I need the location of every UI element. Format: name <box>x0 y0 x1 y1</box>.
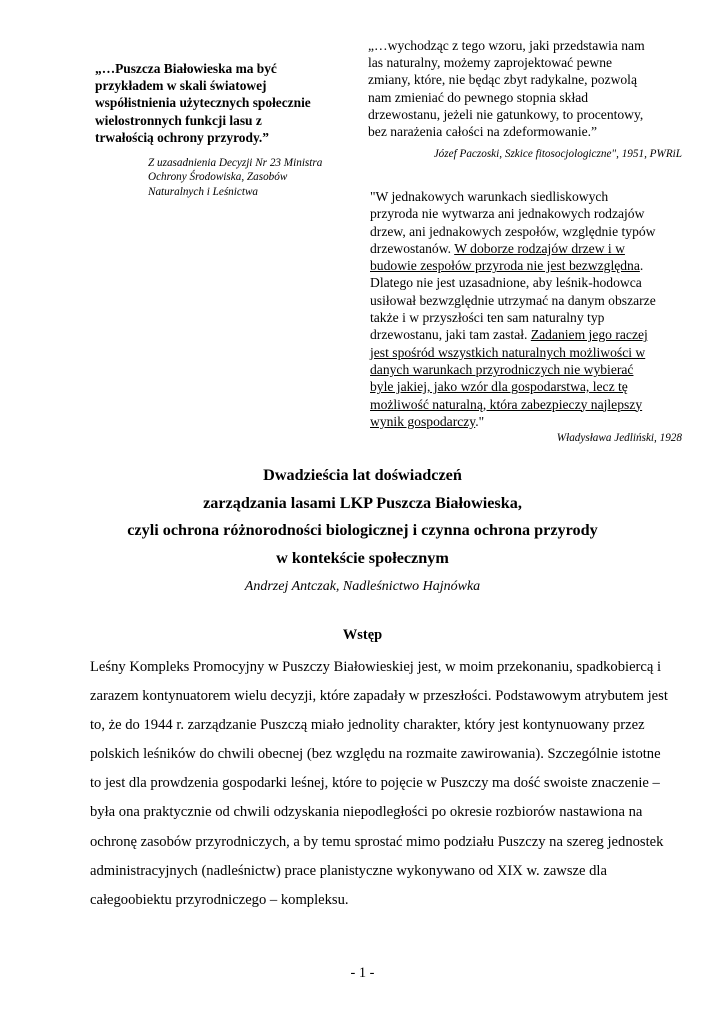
motto-left-line: wielostronnych funkcji lasu z <box>95 112 262 128</box>
body-line: to, że do 1944 r. zarządzanie Puszczą miało jednolity charakter, który jest kontynuowany przez <box>90 717 645 734</box>
quote-segment: drzewostanu, jaki tam zastał. <box>370 327 531 343</box>
author-line: Andrzej Antczak, Nadleśnictwo Hajnówka <box>244 579 481 594</box>
underlined-segment: W doborze rodzajów drzew i w <box>454 240 625 256</box>
motto-right-line: bez narażenia całości na zdeformowanie.” <box>368 124 598 140</box>
body-line: polskich leśników do chwili obecnej (bez względu na rozmaite zawirowania). Szczególnie istotne <box>90 746 661 763</box>
motto-left-line: współistnienia użytecznych społecznie <box>95 95 311 111</box>
title-line: Dwadzieścia lat doświadczeń <box>263 466 462 484</box>
motto-left-source-line: Z uzasadnienia Decyzji Nr 23 Ministra <box>148 157 323 169</box>
motto-left-line: trwałością ochrony przyrody.” <box>95 129 269 145</box>
quote-line: Dlatego nie jest uzasadnione, aby leśnik-hodowca <box>370 275 642 291</box>
motto-left-line: „…Puszcza Białowieska ma być <box>95 61 277 76</box>
motto-right-paczoski-source: Józef Paczoski, Szkice fitosocjologiczne", 1951, PWRiL <box>433 148 682 160</box>
underlined-segment: danych warunkach przyrodniczych nie wybierać <box>370 361 634 377</box>
quote-line <box>370 326 682 343</box>
quote-segment: ." <box>475 413 485 429</box>
quote-line <box>370 396 682 413</box>
motto-right-line: nam zmieniać do pewnego stopnia skład <box>368 89 589 105</box>
page-title <box>60 462 665 573</box>
underlined-segment: wynik gospodarczy <box>370 413 476 429</box>
motto-right-line: las naturalny, możemy zaprojektować pewne <box>368 55 613 71</box>
title-line: w kontekście społecznym <box>276 549 449 568</box>
title-line: zarządzania lasami LKP Puszcza Białowieska, <box>203 493 522 512</box>
quote-line <box>370 378 682 395</box>
body-line: Leśny Kompleks Promocyjny w Puszczy Białowieskiej jest, w moim przekonaniu, spadkobiercą i <box>90 659 662 675</box>
body-line: ochronę zasobów przyrodniczych, a by temu sprostać mimo podziału Puszczy na szereg jednostek <box>90 833 664 850</box>
underlined-segment: budowie zespołów przyroda nie jest bezwzględna <box>370 258 640 274</box>
quote-line <box>370 257 682 274</box>
body-line: całegoobiektu przyrodniczego – kompleksu. <box>90 891 349 908</box>
motto-right-jedlinski-quote <box>370 188 682 430</box>
motto-right-line: zmiany, które, nie będąc zbyt radykalne, pozwolą <box>368 72 637 88</box>
motto-right-jedlinski-source: Władysława Jedliński, 1928 <box>556 432 682 444</box>
quote-line: także i w przyszłości ten sam naturalny typ <box>370 310 605 326</box>
underlined-segment: byle jakiej, jako wzór dla gospodarstwa, lecz tę <box>370 379 628 395</box>
quote-line: "W jednakowych warunkach siedliskowych <box>370 189 609 204</box>
motto-right-paczoski-quote <box>368 37 688 140</box>
motto-left-source <box>148 156 348 199</box>
body-line: administracyjnych (nadleśnictw) prace planistyczne wykonywano od XIX w. zawsze dla <box>90 862 607 879</box>
quote-line: przyroda nie wytwarza ani jednakowych rodzajów <box>370 206 645 222</box>
quote-line: drzew, ani jednakowych zespołów, względnie typów <box>370 223 656 239</box>
quote-line <box>370 240 682 257</box>
body-line: zarazem kontynuatorem wielu decyzji, które zapadały w przeszłości. Podstawowym atrybutem jest <box>90 688 668 705</box>
body-line: to jest dla prowdzenia gospodarki leśnej, które to pojęcie w Puszczy ma dość swoiste znaczenie – <box>90 775 660 792</box>
motto-left-source-line: Ochrony Środowiska, Zasobów <box>148 171 288 184</box>
quote-segment: drzewostanów. <box>370 240 455 256</box>
page-number: - 1 - <box>350 965 375 981</box>
underlined-segment: Zadaniem jego raczej <box>530 327 648 343</box>
body-paragraph <box>90 653 670 915</box>
title-line: czyli ochrona różnorodności biologicznej i czynna ochrona przyrody <box>127 521 598 540</box>
body-line: była ona praktycznie od chwili odzyskania niepodległości po okresie rozbiorów nastawiona na <box>90 804 643 821</box>
motto-left-quote <box>95 60 345 146</box>
underlined-segment: jest spośród wszystkich naturalnych możliwości w <box>370 344 646 360</box>
motto-right-line: „…wychodząc z tego wzoru, jaki przedstawia nam <box>368 38 645 53</box>
quote-line <box>370 413 682 430</box>
quote-line <box>370 361 682 378</box>
section-heading: Wstęp <box>342 627 383 643</box>
motto-right-line: drzewostanu, jeżeli nie gatunkowy, to procentowy, <box>368 106 644 122</box>
quote-line: usiłował bezwzględnie utrzymać na danym obszarze <box>370 292 656 308</box>
underlined-segment: możliwość naturalną, która zabezpieczy najlepszy <box>370 396 643 412</box>
motto-left-line: przykładem w skali światowej <box>95 78 267 94</box>
quote-line <box>370 344 682 361</box>
motto-left-source-line: Naturalnych i Leśnictwa <box>148 185 259 198</box>
quote-segment: . <box>639 258 644 274</box>
